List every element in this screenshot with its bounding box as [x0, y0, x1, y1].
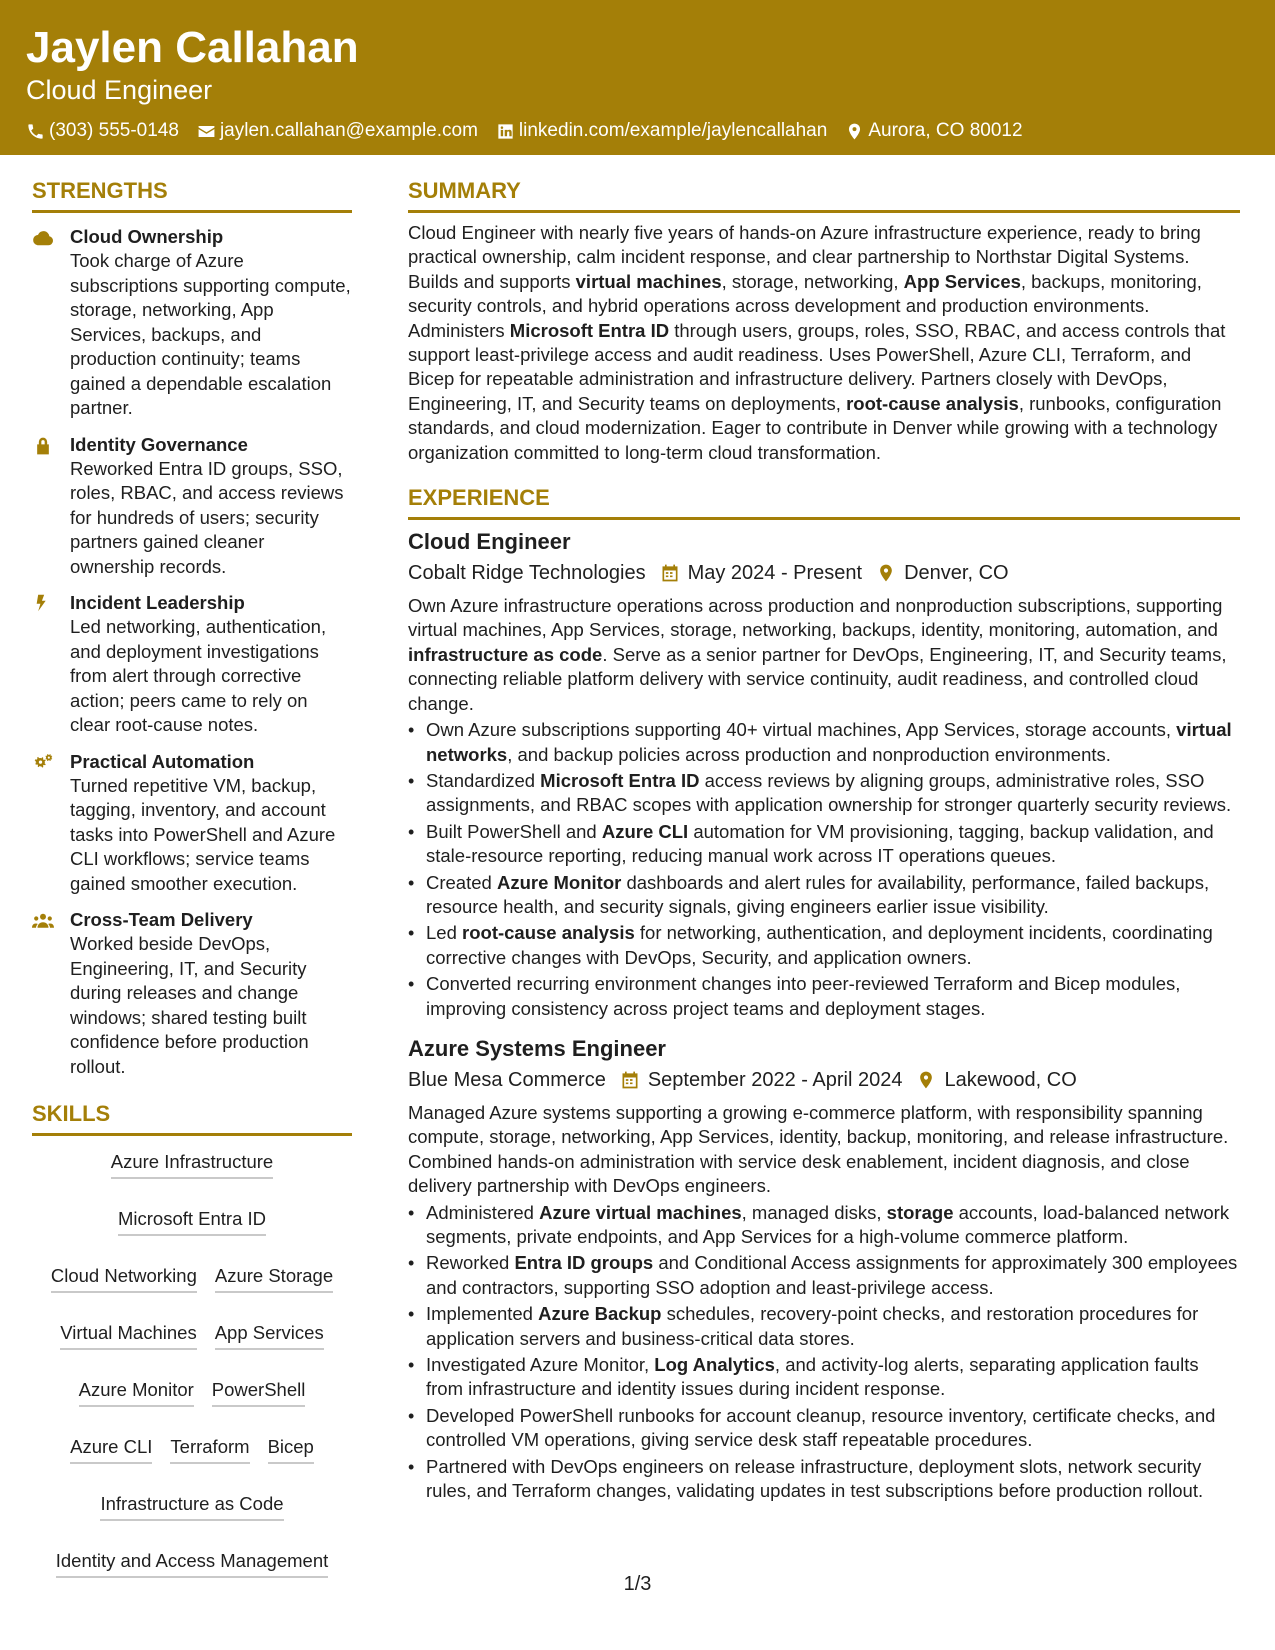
strength-item [32, 750, 352, 897]
phone-icon [26, 122, 45, 141]
bullet-item [408, 1353, 1240, 1402]
cloud-icon [32, 225, 70, 421]
text-run: and Conditional Access assignments for approximately 300 employees and contractors, supporting SSO adoption and least-privilege access. [426, 1252, 1238, 1298]
strength-title: Identity Governance [70, 433, 248, 455]
text-run: schedules, recovery-point checks, and restoration procedures for application servers and business-critical data stores. [426, 1303, 1199, 1349]
skill-tag: PowerShell [212, 1378, 306, 1407]
bullet-item [408, 1404, 1240, 1453]
text-run: Built PowerShell and [426, 820, 602, 842]
phone-text: (303) 555-0148 [49, 120, 179, 141]
job-title: Azure Systems Engineer [408, 1035, 666, 1061]
job-description [408, 1101, 1240, 1199]
bold-keyword: storage [886, 1201, 954, 1223]
text-run: accounts, load-balanced network segments, private endpoints, and App Services for a high-volume commerce platform. [426, 1201, 1230, 1247]
text-run: dashboards and alert rules for availability, performance, failed backups, resource health, and security signals, giving engineers earlier issue visibility. [426, 871, 1210, 917]
experience-section [408, 483, 1240, 1503]
bullet-item [408, 921, 1240, 970]
text-run: for networking, authentication, and deployment incidents, coordinating corrective changes with DevOps, Security, and application owners. [426, 922, 1213, 968]
skill-tag: Infrastructure as Code [100, 1492, 283, 1521]
job-location [916, 1065, 1076, 1095]
text-run: Partnered with DevOps engineers on release infrastructure, deployment slots, network security rules, and Terraform changes, validating updates in test subscriptions before production rollout. [426, 1455, 1204, 1502]
bullet-item [408, 1455, 1240, 1504]
summary-heading: SUMMARY [408, 176, 1240, 213]
bold-keyword: Entra ID groups [514, 1252, 654, 1274]
users-icon [32, 908, 70, 1079]
text-run: Standardized [426, 769, 541, 791]
text-run: , runbooks, configuration standards, and cloud modernization. Eager to contribute in Denver while growing with a technology organization committed to long-term cloud transformation. [408, 392, 1222, 463]
contact-linkedin[interactable] [496, 119, 827, 143]
map-pin-icon [845, 122, 864, 141]
bullet-item [408, 972, 1240, 1021]
bold-keyword: infrastructure as code [408, 643, 603, 665]
text-run: , backups, monitoring, security controls, and hybrid operations across development and production environments. Administers [408, 270, 1202, 341]
experience-heading: EXPERIENCE [408, 483, 1240, 520]
job-bullets [408, 718, 1240, 1021]
skills-heading: SKILLS [32, 1099, 352, 1136]
skill-tag: Cloud Networking [51, 1264, 197, 1293]
text-run: Developed PowerShell runbooks for account cleanup, resource inventory, certificate checks, and controlled VM operations, giving service desk staff repeatable procedures. [426, 1404, 1216, 1451]
strength-title: Cross-Team Delivery [70, 909, 253, 930]
strength-description: Took charge of Azure subscriptions supporting compute, storage, networking, App Services, backups, and production continuity; teams gained a dependable escalation partner. [70, 250, 351, 418]
strengths-heading: STRENGTHS [32, 176, 352, 213]
contact-email[interactable] [197, 119, 478, 143]
skill-tag: Microsoft Entra ID [118, 1207, 266, 1236]
linkedin-icon [496, 122, 515, 141]
company-name: Blue Mesa Commerce [408, 1068, 606, 1091]
bold-keyword: Azure virtual machines [539, 1201, 742, 1223]
text-run: Led [426, 922, 463, 944]
candidate-role: Cloud Engineer [26, 75, 213, 105]
contact-location [845, 119, 1022, 143]
text-run: Own Azure subscriptions supporting 40+ virtual machines, App Services, storage accounts, [426, 719, 1177, 741]
strength-body [70, 591, 352, 738]
skill-tag: Virtual Machines [60, 1321, 196, 1350]
text-run: Investigated Azure Monitor, [426, 1354, 655, 1376]
gears-icon [32, 750, 70, 897]
job-location-text: Denver, CO [904, 562, 1009, 585]
bold-keyword: App Services [903, 270, 1021, 292]
skills-list [32, 1150, 352, 1578]
job-dates-text: September 2022 - April 2024 [647, 1068, 903, 1091]
skill-tag: Terraform [170, 1435, 249, 1464]
bullet-item [408, 1302, 1240, 1351]
text-run: Own Azure infrastructure operations across production and nonproduction subscriptions, supporting virtual machines, App Services, storage, networking, backups, identity, monitoring, automation, and [408, 595, 1223, 641]
skills-section [32, 1099, 352, 1578]
bullet-item [408, 1201, 1240, 1250]
job-bullets [408, 1201, 1240, 1504]
linkedin-text: linkedin.com/example/jaylencallahan [518, 120, 828, 141]
strength-body [70, 225, 352, 421]
text-run: automation for VM provisioning, tagging, backup validation, and stale-resource reporting, reducing manual work across IT operations queues. [426, 820, 1214, 867]
text-run: Cloud Engineer with nearly five years of hands-on Azure infrastructure experience, ready to bring practical ownership, calm incident response, and clear partnership to Northstar Digital Systems. Builds and supports [408, 222, 1201, 292]
strength-description: Turned repetitive VM, backup, tagging, inventory, and account tasks into PowerShell and Azure CLI workflows; service teams gained smoother execution. [70, 774, 336, 894]
strength-body [70, 750, 352, 897]
strength-description: Reworked Entra ID groups, SSO, roles, RBAC, and access reviews for hundreds of users; security partners gained cleaner ownership records. [70, 457, 344, 577]
bold-keyword: Azure Monitor [496, 871, 622, 893]
summary-text [408, 221, 1240, 465]
jobs-list [408, 528, 1240, 1503]
job-entry [408, 1035, 1240, 1504]
strength-title: Incident Leadership [70, 592, 245, 613]
text-run: . Serve as a senior partner for DevOps, Engineering, IT, and Security teams, connecting reliable platform delivery with service continuity, audit readiness, and controlled cloud change. [408, 643, 1227, 714]
skill-tag: Azure Infrastructure [111, 1150, 273, 1179]
map-pin-icon [876, 563, 896, 583]
bold-keyword: virtual networks [426, 719, 1232, 765]
bullet-item [408, 1251, 1240, 1300]
bold-keyword: Microsoft Entra ID [509, 319, 670, 341]
bold-keyword: root-cause analysis [462, 922, 635, 944]
bold-keyword: root-cause analysis [846, 392, 1019, 414]
job-dates [620, 1065, 903, 1095]
strength-title: Practical Automation [70, 750, 255, 772]
job-description [408, 594, 1240, 716]
lock-icon [32, 433, 70, 580]
strengths-list [32, 225, 352, 1079]
text-run: Created [426, 871, 497, 893]
skill-tag: Identity and Access Management [56, 1549, 329, 1578]
calendar-icon [660, 563, 680, 583]
job-dates [660, 558, 863, 588]
bold-keyword: virtual machines [575, 270, 722, 292]
text-run: , storage, networking, [721, 270, 904, 292]
bullet-item [408, 769, 1240, 818]
bold-keyword: Microsoft Entra ID [540, 769, 700, 791]
strength-item [32, 225, 352, 421]
strength-item [32, 591, 352, 738]
text-run: , and backup policies across production and nonproduction environments. [507, 743, 1111, 765]
candidate-name: Jaylen Callahan [26, 23, 359, 72]
page-number: 1/3 [623, 1573, 652, 1595]
skill-tag: Azure Monitor [79, 1378, 194, 1407]
text-run: Converted recurring environment changes into peer-reviewed Terraform and Bicep modules, improving consistency across project teams and deployment stages. [426, 973, 1181, 1019]
bolt-icon [32, 591, 70, 738]
job-location-text: Lakewood, CO [944, 1068, 1077, 1091]
bold-keyword: Azure CLI [601, 820, 689, 842]
company-name: Cobalt Ridge Technologies [408, 562, 646, 585]
text-run: Implemented [426, 1303, 539, 1325]
job-location [876, 558, 1008, 588]
bold-keyword: Azure Backup [538, 1303, 662, 1325]
strength-item [32, 433, 352, 580]
bullet-item [408, 820, 1240, 869]
skill-tag: Azure Storage [215, 1264, 333, 1293]
left-column [32, 176, 352, 1578]
text-run: Reworked [426, 1252, 515, 1274]
job-dates-text: May 2024 - Present [687, 562, 863, 585]
text-run: Administered [426, 1201, 540, 1223]
strength-item [32, 908, 352, 1079]
bullet-item [408, 718, 1240, 767]
email-text: jaylen.callahan@example.com [219, 120, 478, 141]
job-meta [408, 1065, 1240, 1095]
strength-description: Led networking, authentication, and deployment investigations from alert through corrective action; peers came to rely on clear root-cause notes. [70, 616, 327, 735]
job-meta [408, 558, 1240, 588]
strength-title: Cloud Ownership [70, 226, 224, 247]
job-title: Cloud Engineer [408, 529, 571, 555]
location-text: Aurora, CO 80012 [868, 120, 1023, 141]
strength-body [70, 908, 352, 1079]
envelope-icon [197, 122, 216, 141]
text-run: , and activity-log alerts, separating application faults from infrastructure and identity issues during incident response. [426, 1354, 1199, 1400]
contact-phone[interactable] [26, 119, 179, 143]
text-run: Managed Azure systems supporting a growing e-commerce platform, with responsibility spanning compute, storage, networking, App Services, identity, backup, monitoring, and release infrastructure. Combined hands-on administration with service desk enablement, incident diagnosis, and close delivery partnership with DevOps engineers. [408, 1101, 1229, 1197]
map-pin-icon [916, 1070, 936, 1090]
right-column [408, 176, 1240, 1505]
calendar-icon [620, 1070, 640, 1090]
job-entry [408, 528, 1240, 1021]
text-run: , managed disks, [741, 1201, 887, 1223]
strength-body [70, 433, 352, 580]
text-run: access reviews by aligning groups, administrative roles, SSO assignments, and RBAC scopes with application ownership for stronger quarterly security reviews. [426, 769, 1232, 816]
skill-tag: Azure CLI [70, 1435, 152, 1464]
contact-bar [26, 119, 1249, 143]
skill-tag: Bicep [268, 1435, 314, 1464]
resume-header [0, 0, 1275, 155]
skill-tag: App Services [215, 1321, 324, 1350]
bullet-item [408, 871, 1240, 920]
strength-description: Worked beside DevOps, Engineering, IT, and Security during releases and change windows; shared testing built confidence before production rollout. [70, 933, 309, 1077]
bold-keyword: Log Analytics [654, 1354, 775, 1376]
text-run: through users, groups, roles, SSO, RBAC, and access controls that support least-privilege access and audit readiness. Uses PowerShell, Azure CLI, Terraform, and Bicep for repeatable administration and infrastructure delivery. Partners closely with DevOps, Engineering, IT, and Security teams on deployments, [408, 319, 1226, 414]
